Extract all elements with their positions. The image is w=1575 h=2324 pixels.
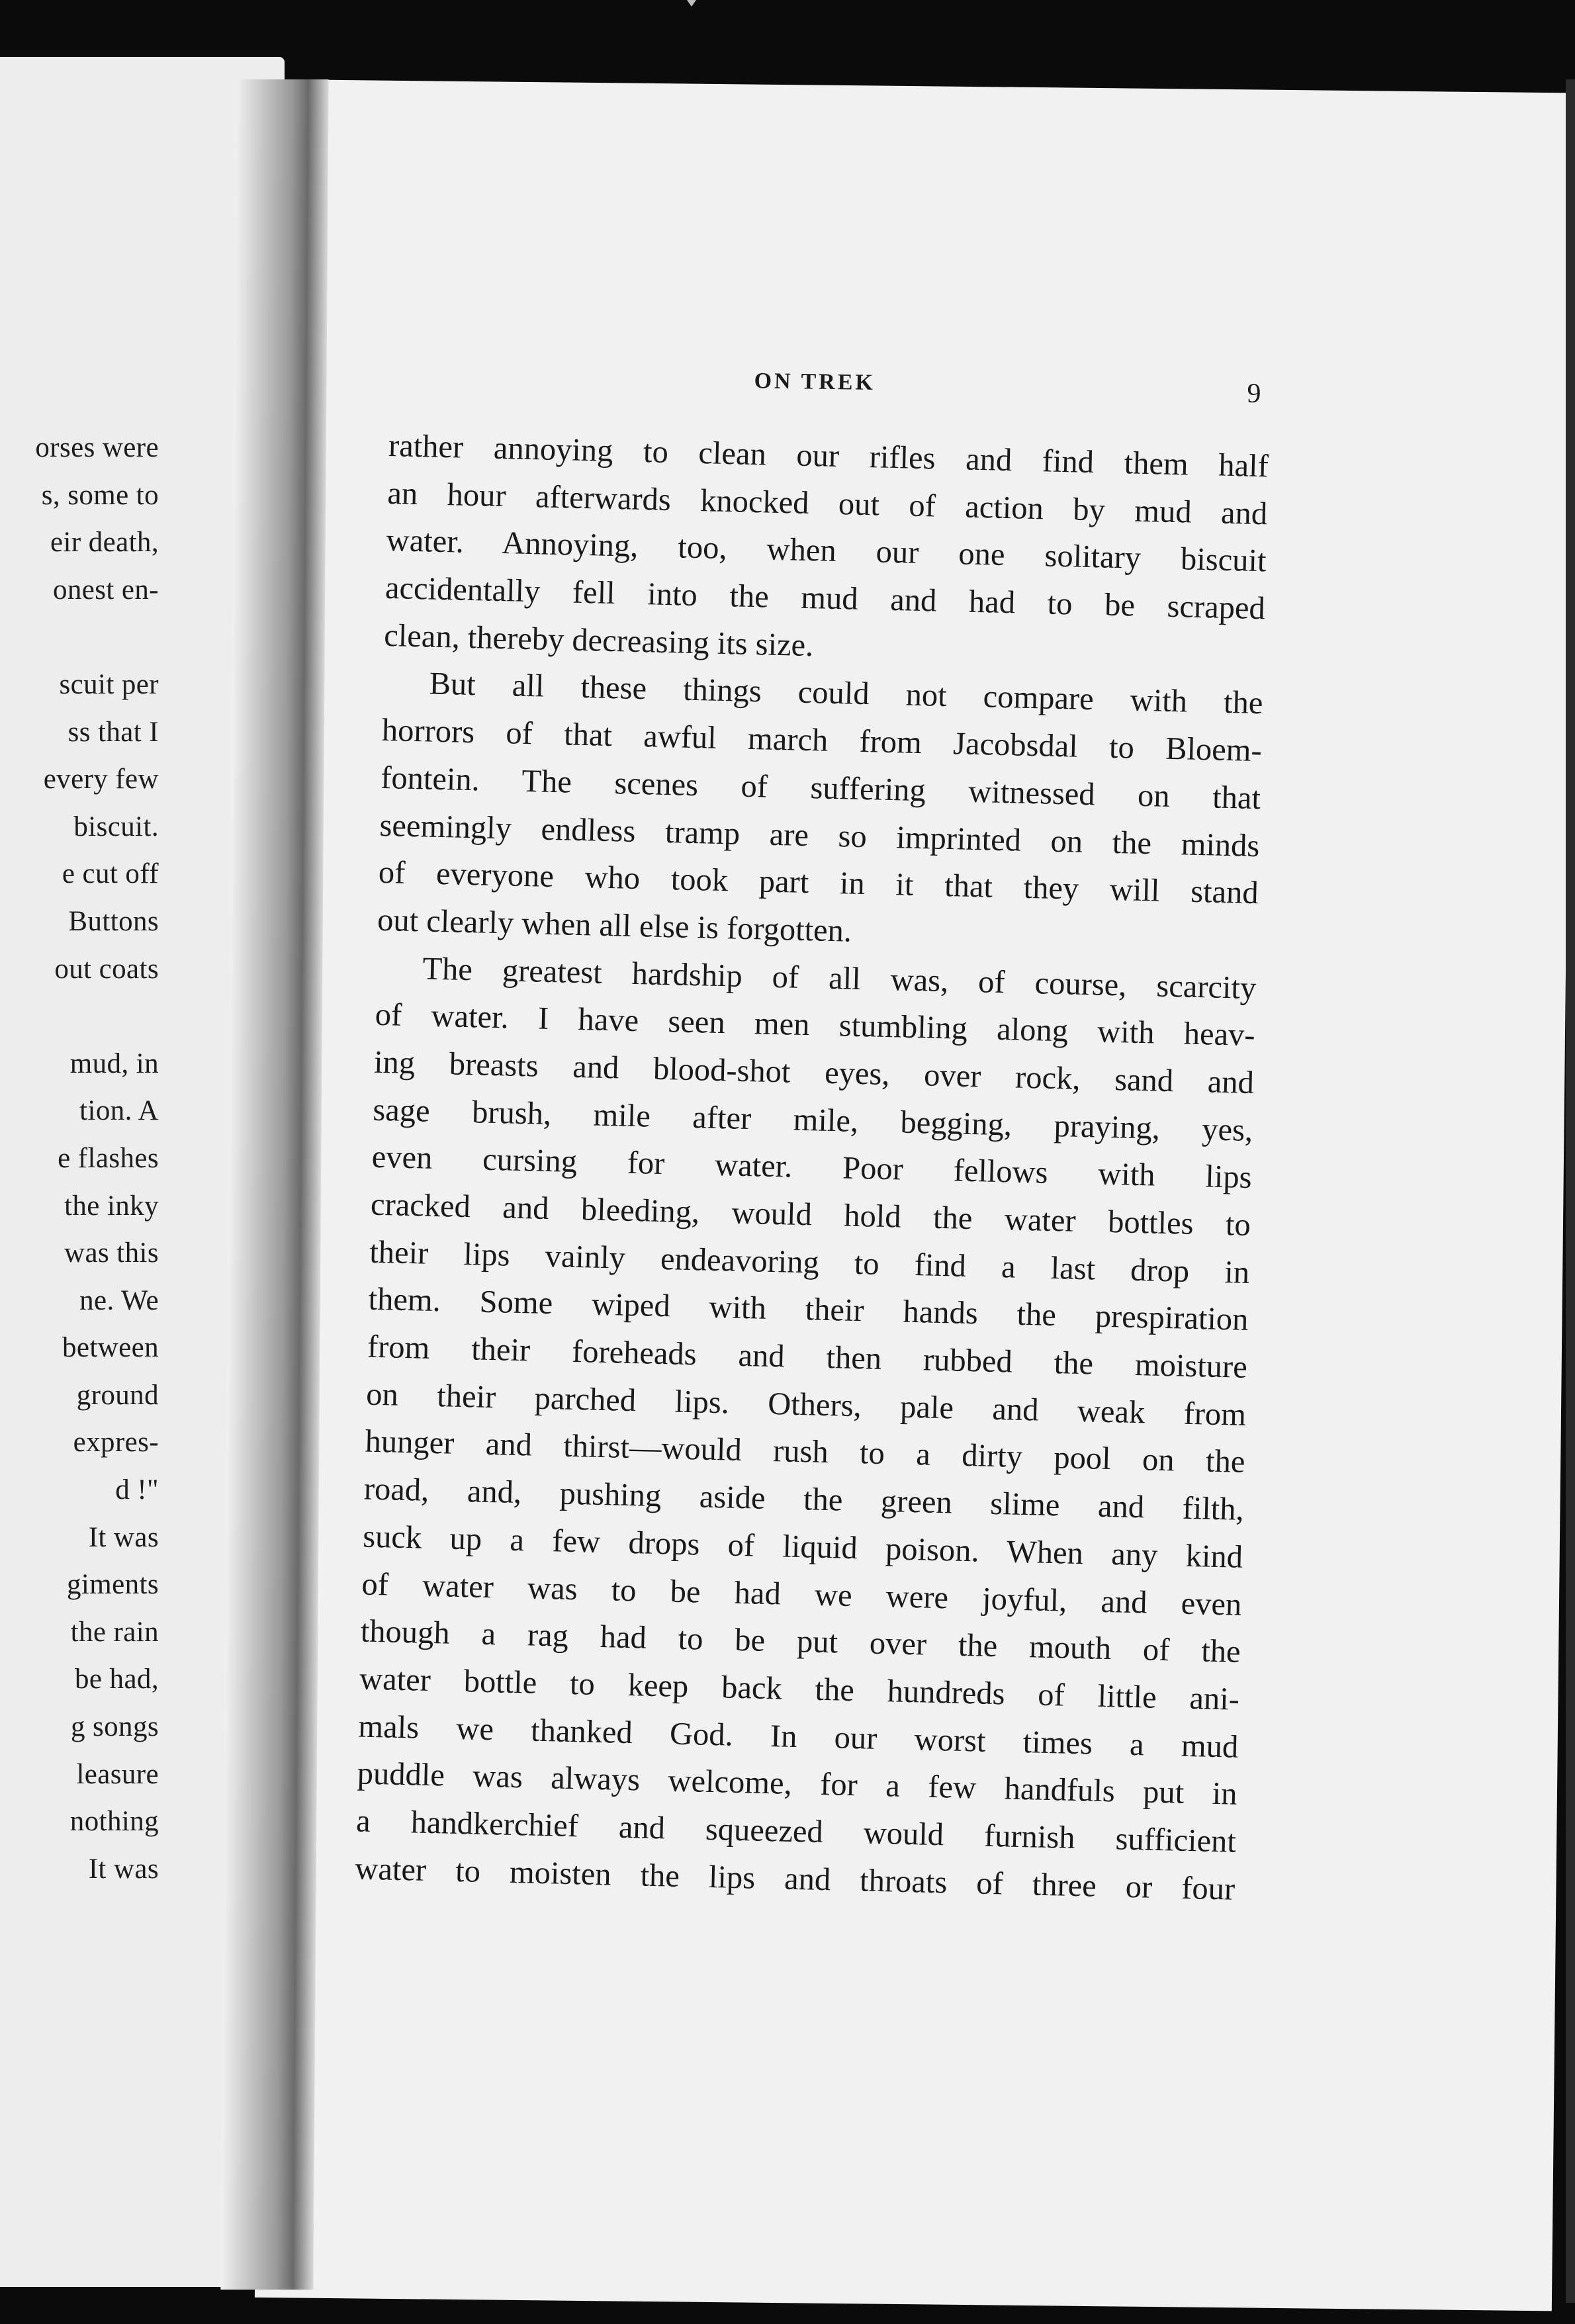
- text-line: of everyone who took part in it that they will stand: [378, 855, 1259, 911]
- text-line: of water. I have seen men stumbling along with heav-: [375, 997, 1256, 1053]
- text-line: accidentally fell into the mud and had to be scraped: [384, 570, 1266, 627]
- running-head: ON TREK: [754, 369, 876, 395]
- left-page-line: s, some to: [41, 479, 159, 511]
- text-line: horrors of that awful march from Jacobsdal to Bloem-: [381, 713, 1263, 769]
- left-page-line: Buttons: [68, 905, 159, 937]
- text-line: The greatest hardship of all was, of course, scarcity: [422, 950, 1257, 1006]
- left-page-line: nothing: [69, 1806, 159, 1838]
- text-line: out clearly when all else is forgotten.: [377, 902, 852, 949]
- left-page-line: scuit per: [59, 668, 159, 700]
- text-line: hunger and thirst—would rush to a dirty pool on the: [365, 1424, 1245, 1480]
- text-line: road, and, pushing aside the green slime and filth,: [363, 1471, 1245, 1528]
- left-page-line: tion. A: [79, 1095, 159, 1127]
- text-line: clean, thereby decreasing its size.: [383, 617, 814, 663]
- left-page-line: leasure: [76, 1758, 159, 1790]
- text-line: on their parched lips. Others, pale and weak from: [365, 1376, 1247, 1433]
- text-line: ing breasts and blood-shot eyes, over rock, sand and: [373, 1044, 1255, 1100]
- text-line: even cursing for water. Poor fellows with lips: [371, 1140, 1253, 1196]
- text-line: from their foreheads and then rubbed the moisture: [367, 1329, 1248, 1386]
- text-line: sage brush, mile after mile, begging, praying, yes,: [372, 1092, 1253, 1148]
- left-page-line: was this: [64, 1237, 159, 1269]
- text-line: suck up a few drops of liquid poison. When any kind: [362, 1519, 1243, 1575]
- left-page-line: orses were: [35, 432, 159, 463]
- text-line: an hour afterwards knocked out of action by mud and: [386, 475, 1268, 531]
- left-page-line: ground: [76, 1379, 159, 1411]
- text-line: a handkerchief and squeezed would furnish sufficient: [355, 1803, 1237, 1859]
- left-page-line: between: [62, 1332, 159, 1364]
- left-page-line: ne. We: [79, 1284, 159, 1316]
- left-page-text: [0, 424, 159, 1920]
- text-line: water. Annoying, too, when our one solitary biscuit: [386, 523, 1267, 579]
- text-line: though a rag had to be put over the mouth of the: [360, 1613, 1241, 1670]
- left-page-line: eir death,: [50, 527, 159, 559]
- left-page-line: the rain: [70, 1616, 159, 1648]
- left-page-line: e flashes: [58, 1142, 159, 1174]
- book-gutter: [220, 79, 328, 2290]
- left-page-line: biscuit.: [73, 811, 159, 842]
- left-page-line: out coats: [54, 953, 159, 985]
- text-line: seemingly endless tramp are so imprinted on the minds: [379, 807, 1260, 864]
- text-line: puddle was always welcome, for a few handfuls put in: [357, 1756, 1238, 1812]
- left-page-line: d !": [115, 1474, 159, 1506]
- left-page-line: be had,: [75, 1664, 159, 1695]
- left-page-line: It was: [88, 1853, 159, 1885]
- text-line: fontein. The scenes of suffering witnessed on that: [380, 760, 1261, 816]
- left-page-line: mud, in: [69, 1048, 159, 1079]
- text-line: cracked and bleeding, would hold the water bottles to: [370, 1186, 1251, 1243]
- text-line: them. Some wiped with their hands the prespiration: [368, 1282, 1249, 1338]
- left-page-line: e cut off: [62, 858, 159, 890]
- text-line: of water was to be had we were joyful, and even: [361, 1566, 1242, 1623]
- text-line: But all these things could not compare with the: [429, 666, 1263, 721]
- text-line: rather annoying to clean our rifles and find them half: [388, 427, 1269, 484]
- left-page-line: every few: [43, 764, 159, 795]
- text-line: their lips vainly endeavoring to find a last drop in: [369, 1234, 1250, 1290]
- left-page-line: [0, 613, 159, 661]
- left-page-line: onest en-: [52, 574, 159, 605]
- page-edge: [1566, 79, 1575, 2303]
- text-line: mals we thanked God. In our worst times a mud: [357, 1709, 1239, 1765]
- page-number: 9: [1247, 378, 1261, 410]
- left-page-line: the inky: [64, 1190, 159, 1222]
- left-page-line: giments: [67, 1569, 159, 1601]
- left-page-line: [0, 993, 159, 1040]
- left-page-line: It was: [88, 1521, 159, 1553]
- left-page-line: ss that I: [68, 716, 159, 748]
- text-line: water bottle to keep back the hundreds of little ani-: [359, 1661, 1240, 1717]
- left-page-line: g songs: [70, 1711, 159, 1743]
- body-text: [355, 422, 1269, 1913]
- scan-mark: [687, 0, 696, 7]
- text-line: water to moisten the lips and throats of three or four: [354, 1851, 1236, 1907]
- left-page-line: expres-: [73, 1427, 159, 1458]
